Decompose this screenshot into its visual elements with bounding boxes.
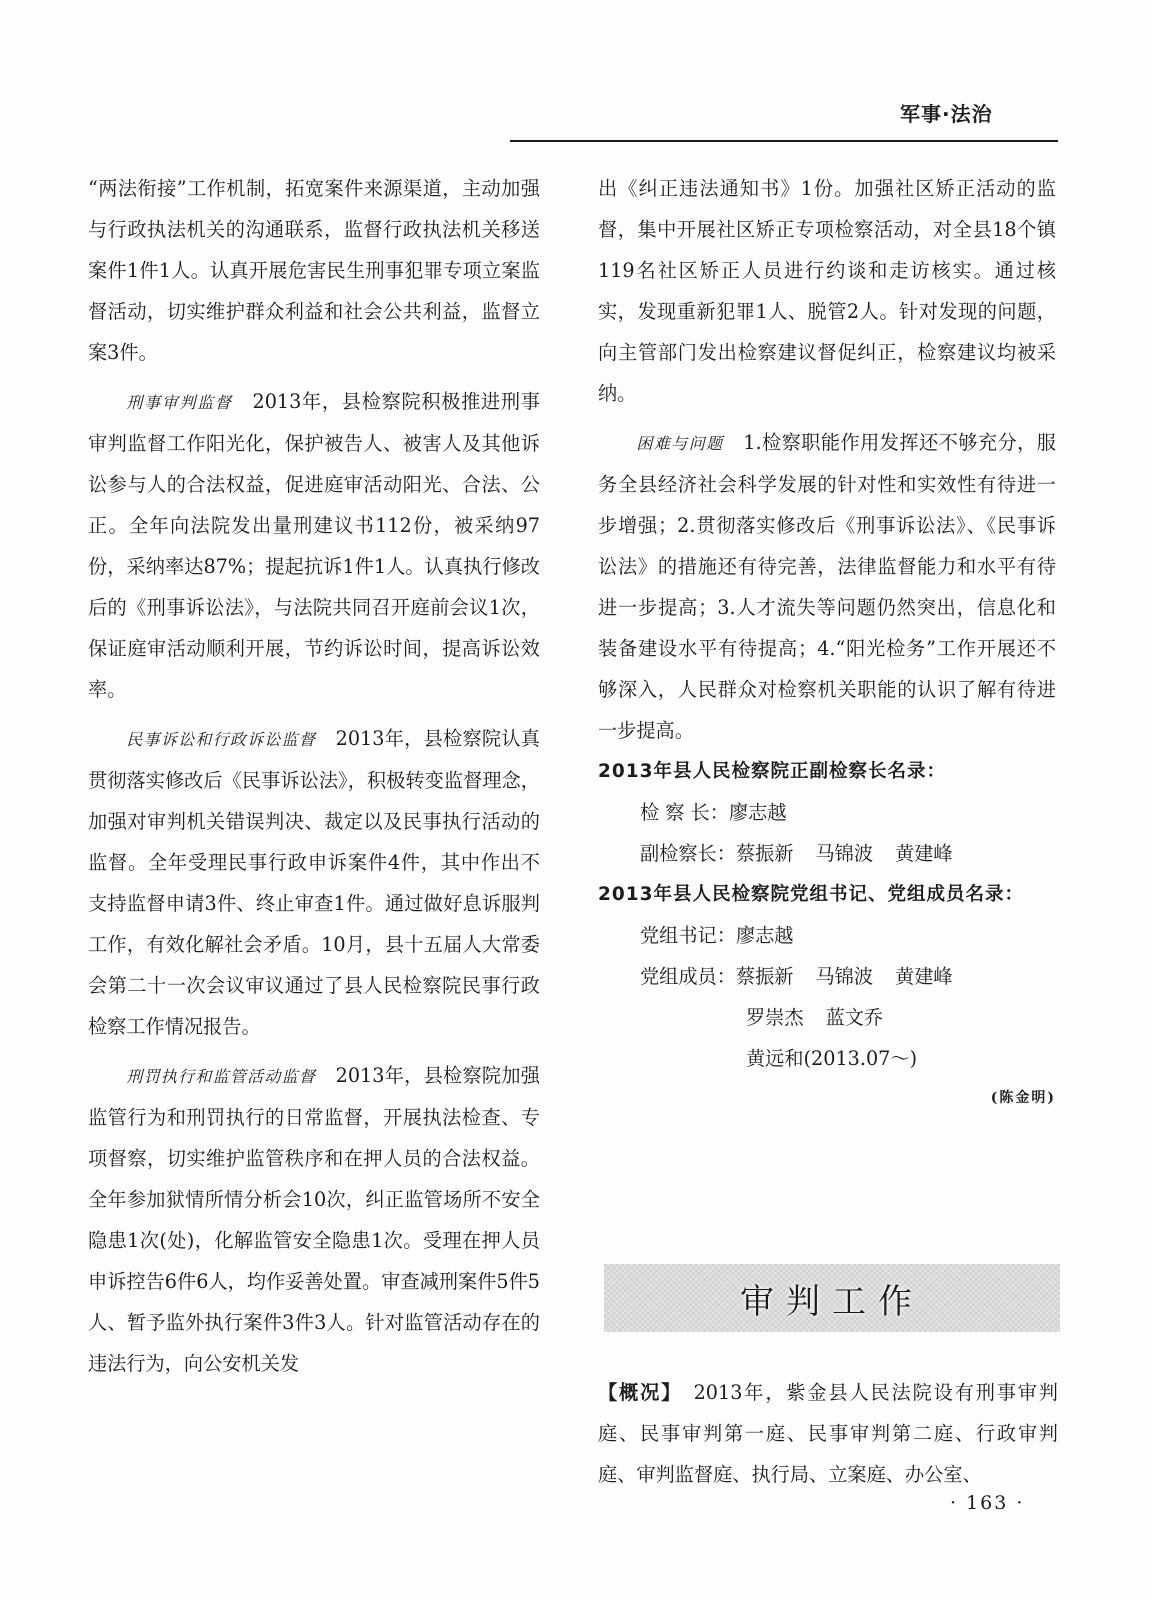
person-name: 罗崇杰: [746, 1006, 804, 1029]
role-label: 党组书记：: [640, 924, 736, 947]
section-header: 军事·法治: [900, 102, 993, 126]
section-title: 审判工作: [740, 1281, 924, 1322]
paragraph: [88, 718, 540, 1047]
role-label: 党组成员：: [640, 965, 736, 988]
roster-line: [598, 1038, 1056, 1079]
left-column: [88, 168, 540, 1384]
section-title-banner: [604, 1264, 1060, 1332]
person-name: 黄建峰: [895, 965, 953, 988]
paragraph: [598, 1372, 1058, 1495]
person-name: 蓝文乔: [825, 1006, 884, 1029]
role-label: 副检察长：: [640, 842, 736, 865]
roster-title: 2013年县人民检察院正副检察长名录：: [598, 761, 946, 782]
person-name: 廖志越: [735, 924, 794, 947]
overview-label: 【概况】: [598, 1381, 673, 1404]
overview-paragraph: [598, 1372, 1058, 1495]
person-name: 马锦波: [815, 965, 874, 988]
paragraph: 出《纠正违法通知书》1份。加强社区矫正活动的监督，集中开展社区矫正专项检察活动，对全县18个镇119名社区矫正人员进行约谈和走访核实。通过核实，发现重新犯罪1人、脱管2人。针对发现的问题，向主管部门发出检察建议督促纠正，检察建议均被采纳。: [598, 177, 1056, 405]
roster-line: [598, 833, 1056, 874]
paragraph-text: 2013年，县检察院加强监管行为和刑罚执行的日常监督，开展执法检查、专项督察，切实维护监管秩序和在押人员的合法权益。全年参加狱情所情分析会10次，纠正监管场所不安全隐患1次(处)，化解监管安全隐患1次。受理在押人员申诉控告6件6人，均作妥善处置。审查减刑案件5件5人、暂予监外执行案件3件3人。针对监管活动存在的违法行为，向公安机关发: [88, 1064, 540, 1375]
right-column: [598, 168, 1056, 1113]
runin-heading: 刑事审判监督: [126, 393, 233, 412]
runin-heading: 困难与问题: [636, 434, 724, 453]
paragraph-text: 2013年，县检察院认真贯彻落实修改后《民事诉讼法》，积极转变监督理念，加强对审判机关错误判决、裁定以及民事执行活动的监督。全年受理民事行政申诉案件4件，其中作出不支持监督申请3件、终止审查1件。通过做好息诉服判工作，有效化解社会矛盾。10月，县十五届人大常委会第二十一次会议审议通过了县人民检察院民事行政检察工作情况报告。: [88, 727, 540, 1038]
roster-title: 2013年县人民检察院党组书记、党组成员名录：: [598, 884, 1024, 905]
header-rule: [510, 140, 1058, 142]
paragraph: “两法衔接”工作机制，拓宽案件来源渠道，主动加强与行政执法机关的沟通联系，监督行政执法机关移送案件1件1人。认真开展危害民生刑事犯罪专项立案监督活动，切实维护群众利益和社会公共利益，监督立案3件。: [88, 177, 540, 364]
roster-line: [598, 915, 1056, 956]
roster-line: [598, 956, 1056, 997]
paragraph-text: 2013年，县检察院积极推进刑事审判监督工作阳光化，保护被告人、被害人及其他诉讼参与人的合法权益，促进庭审活动阳光、合法、公正。全年向法院发出量刑建议书112份，被采纳97份，采纳率达87%；提起抗诉1件1人。认真执行修改后的《刑事诉讼法》，与法院共同召开庭前会议1次，保证庭审活动顺利开展，节约诉讼时间，提高诉讼效率。: [88, 390, 540, 701]
runin-heading: 民事诉讼和行政诉讼监督: [126, 730, 317, 749]
paragraph-text: 2013年，紫金县人民法院设有刑事审判庭、民事审判第一庭、民事审判第二庭、行政审判庭、审判监督庭、执行局、立案庭、办公室、: [598, 1381, 1058, 1486]
person-name: 蔡振新: [735, 965, 794, 988]
paragraph: [598, 422, 1056, 751]
paragraph: [88, 381, 540, 710]
roster-line: [598, 997, 1056, 1038]
page-number: · 163 ·: [950, 1492, 1025, 1514]
person-name: 马锦波: [815, 842, 874, 865]
person-name: 廖志越: [728, 801, 787, 824]
runin-heading: 刑罚执行和监管活动监督: [126, 1067, 317, 1086]
person-name: 蔡振新: [735, 842, 794, 865]
role-label: 检 察 长：: [640, 801, 729, 824]
roster-line: [598, 792, 1056, 833]
author-credit: (陈金明): [990, 1090, 1056, 1106]
person-name: 黄远和(2013.07～): [746, 1047, 918, 1070]
person-name: 黄建峰: [895, 842, 953, 865]
paragraph-text: 1.检察职能作用发挥还不够充分，服务全县经济社会科学发展的针对性和实效性有待进一步增强；2.贯彻落实修改后《刑事诉讼法》、《民事诉讼法》的措施还有待完善，法律监督能力和水平有待进一步提高；3.人才流失等问题仍然突出，信息化和装备建设水平有待提高；4.“阳光检务”工作开展还不够深入，人民群众对检察机关职能的认识了解有待进一步提高。: [598, 431, 1056, 742]
paragraph: [88, 1055, 540, 1384]
